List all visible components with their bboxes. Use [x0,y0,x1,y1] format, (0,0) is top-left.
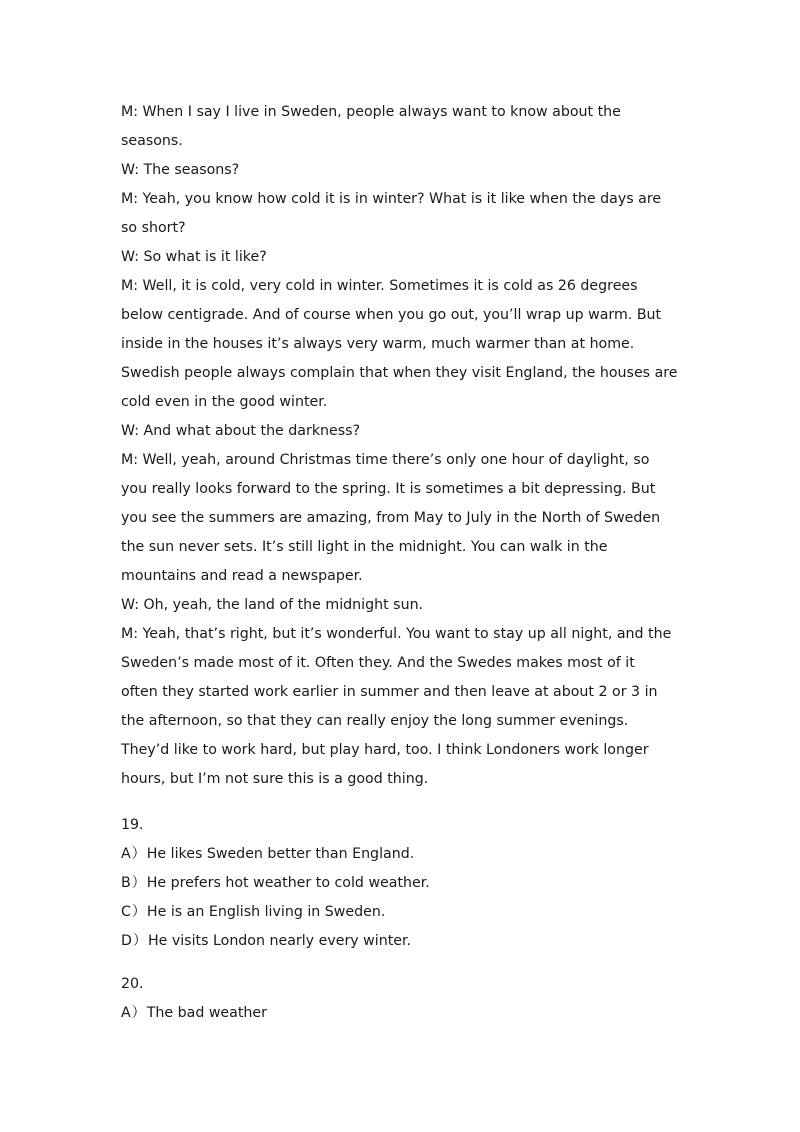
dialogue-line: Sweden’s made most of it. Often they. And the Swedes makes most of it [121,655,635,671]
option-text: He likes Sweden better than England. [146,846,415,862]
option-text: He is an English living in Sweden. [146,904,386,920]
answer-option[interactable] [121,869,430,898]
answer-option[interactable] [121,927,430,956]
dialogue-line: W: So what is it like? [121,249,267,265]
option-text: He prefers hot weather to cold weather. [146,875,430,891]
option-paren: ） [131,904,147,920]
option-paren: ） [131,846,146,862]
dialogue-line: inside in the houses it’s always very warm, much warmer than at home. [121,336,635,352]
dialogue-line: W: And what about the darkness? [121,423,361,439]
option-letter: B [121,875,131,891]
dialogue-line: cold even in the good winter. [121,394,328,410]
option-letter: D [121,933,132,949]
question-number: 19. [121,817,144,833]
option-text: He visits London nearly every winter. [147,933,412,949]
option-text: The bad weather [146,1005,267,1021]
dialogue-line: the afternoon, so that they can really enjoy the long summer evenings. [121,713,629,729]
dialogue-line: W: The seasons? [121,162,240,178]
option-paren: ） [131,875,146,891]
dialogue-line: M: Well, it is cold, very cold in winter. Sometimes it is cold as 26 degrees [121,278,638,294]
dialogue-line: They’d like to work hard, but play hard, too. I think Londoners work longer [121,742,649,758]
question-list [121,811,430,1028]
dialogue-line: you see the summers are amazing, from May to July in the North of Sweden [121,510,661,526]
dialogue-line: often they started work earlier in summer and then leave at about 2 or 3 in [121,684,658,700]
dialogue-line: Swedish people always complain that when they visit England, the houses are [121,365,678,381]
question-20 [121,970,430,1028]
dialogue-transcript [121,98,691,794]
answer-option[interactable] [121,999,430,1028]
dialogue-line: M: Yeah, you know how cold it is in winter? What is it like when the days are [121,191,662,207]
dialogue-line: M: When I say I live in Sweden, people always want to know about the [121,104,621,120]
question-number: 20. [121,976,144,992]
dialogue-line: M: Yeah, that’s right, but it’s wonderful. You want to stay up all night, and the [121,626,672,642]
option-letter: A [121,846,131,862]
dialogue-line: below centigrade. And of course when you go out, you’ll wrap up warm. But [121,307,662,323]
option-letter: C [121,904,131,920]
dialogue-line: W: Oh, yeah, the land of the midnight sun. [121,597,424,613]
dialogue-line: the sun never sets. It’s still light in the midnight. You can walk in the [121,539,608,555]
dialogue-line: seasons. [121,133,183,149]
dialogue-line: hours, but I’m not sure this is a good thing. [121,771,429,787]
dialogue-line: M: Well, yeah, around Christmas time there’s only one hour of daylight, so [121,452,650,468]
answer-option[interactable] [121,898,430,927]
dialogue-line: mountains and read a newspaper. [121,568,363,584]
option-letter: A [121,1005,131,1021]
dialogue-line: you really looks forward to the spring. It is sometimes a bit depressing. But [121,481,656,497]
answer-option[interactable] [121,840,430,869]
dialogue-line: so short? [121,220,186,236]
option-paren: ） [132,933,148,949]
option-paren: ） [131,1005,146,1021]
question-19 [121,811,430,956]
